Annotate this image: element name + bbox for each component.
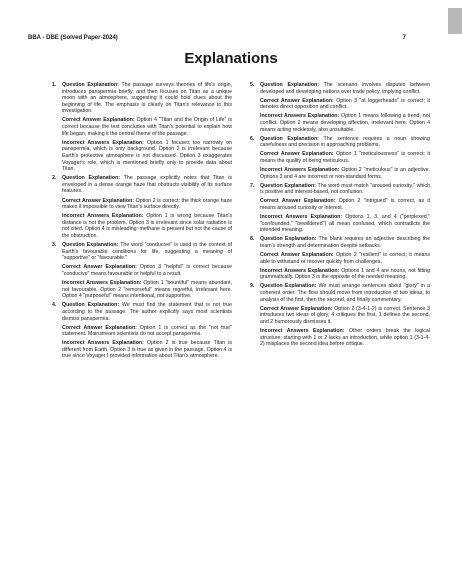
explanation-text: Option 3 "at loggerheads" is correct; it denotes direct opposition and conflict. (260, 97, 430, 111)
explanation-paragraph (260, 268, 430, 281)
left-column (52, 82, 232, 363)
explanation-label: Incorrect Answers Explanation: (62, 280, 142, 287)
explanation-label: Incorrect Answers Explanation: (62, 139, 144, 146)
item-number: 7. (250, 182, 255, 189)
explanation-text: We must arrange sentences about "glory" in a coherent order. The flow should move from introduction of two ideas, to analysis of the first, then the second, and finally commentary. (260, 283, 430, 303)
explanation-text: Option 1 "meticulousness" is correct; it means the quality of being meticulous. (260, 151, 430, 164)
explanation-paragraph (62, 302, 232, 322)
explanation-paragraph (62, 340, 232, 360)
explanation-item (52, 302, 232, 360)
explanation-paragraph (260, 198, 430, 211)
explanation-paragraph (260, 151, 430, 164)
explanation-label: Incorrect Answers Explanation: (260, 328, 345, 334)
explanation-label: Question Explanation: (62, 82, 119, 88)
explanation-paragraph (260, 252, 430, 265)
page-number: 7 (402, 35, 406, 41)
explanation-paragraph (260, 136, 430, 149)
explanation-label: Question Explanation: (260, 182, 316, 189)
explanation-label: Question Explanation: (62, 302, 120, 309)
explanation-paragraph (62, 213, 232, 239)
explanation-label: Correct Answer Explanation: (260, 198, 336, 205)
explanation-text: Option 4 "Titan and the Origin of Life" is correct because the text concludes with Titan's potential to explain how life began, making it the central theme of the passage. (62, 117, 232, 137)
explanation-paragraph (62, 242, 232, 262)
explanation-text: Option 1 "bountiful" means abundant, not favourable. Option 2 "remorseful" means regretful, irrelevant here. Option 4 "purposeful" means intentional, not supportive. (62, 280, 233, 300)
explanation-paragraph (260, 306, 430, 326)
explanation-item (52, 175, 232, 239)
explanation-paragraph (62, 325, 232, 338)
item-number: 2. (52, 175, 57, 182)
explanation-item (250, 236, 430, 281)
item-number: 5. (250, 82, 255, 88)
page-header (28, 35, 406, 41)
page-title: Explanations (184, 50, 278, 67)
explanation-item (52, 82, 232, 173)
item-number: 8. (250, 236, 255, 243)
explanation-text: The word "conducive" is used in the context of Earth's favourable conditions for life, suggesting a meaning of "supportive" or "favourable." (62, 242, 232, 262)
explanation-text: Option 1 means following a trend, not conflict. Option 2 means developing affection, irrelevant here. Option 4 means acting recklessly, also unsuitable. (260, 113, 430, 133)
explanation-text: Options 1, 3, and 4 ("perplexed," "confounded," "bewildered") all mean confused, which contradicts the intended meaning. (260, 214, 431, 234)
explanation-text: Option 3 "helpful" is correct because "conducive" means favourable or helpful to a result. (62, 264, 232, 277)
explanation-columns (52, 82, 430, 363)
explanation-text: The blank requires an adjective describing the team's strength and determination despite setbacks. (260, 236, 431, 249)
explanation-paragraph (260, 214, 430, 234)
explanation-item (250, 82, 430, 133)
explanation-label: Correct Answer Explanation: (62, 324, 137, 331)
explanation-text: Option 2 (3-4-1-2) is correct. Sentence 3 introduces two ideas of glory, 4 critiques the first, 1 defines the second, and 2 humorously dismisses it. (260, 305, 430, 325)
explanation-label: Correct Answer Explanation: (260, 151, 334, 158)
explanation-label: Correct Answer Explanation: (62, 197, 135, 204)
explanation-paragraph (62, 264, 232, 277)
explanation-paragraph (62, 280, 232, 300)
explanation-text: The passage explicitly notes that Titan is enveloped in a dense orange haze that obstructs visibility of its surface features. (62, 175, 232, 195)
page-tab-marker (448, 8, 462, 34)
explanation-label: Incorrect Answers Explanation: (260, 267, 340, 274)
explanation-label: Correct Answer Explanation: (260, 252, 334, 259)
header-source: BBA - DBE (Solved Paper-2024) (28, 35, 118, 41)
explanation-item (52, 242, 232, 300)
explanation-text: The sentence requires a noun showing carefulness and precision in approaching problems. (260, 135, 430, 149)
right-column (250, 82, 430, 363)
explanation-label: Question Explanation: (260, 236, 317, 243)
explanation-text: Other orders break the logical structure: starting with 1 or 2 lacks an introduction, while option 1 (3-1-4-2) misplaces the second idea before critique. (260, 328, 431, 348)
explanation-text: Option 2 is correct: the thick orange haze makes it impossible to view Titan's surface directly. (62, 197, 232, 211)
explanation-item (250, 183, 430, 234)
explanation-text: The word must match "aroused curiosity," which is positive and interest-based, not confusion. (260, 182, 430, 196)
explanation-text: The passage surveys theories of life's origin, introduces panspermia briefly, and then focuses on Titan as a unique moon with an atmosphere, suggesting it could hold clues about the beginning of life. The emphasis is clearly on Titan's relevance to this investigation. (62, 82, 232, 115)
explanation-label: Question Explanation: (62, 242, 119, 249)
explanation-paragraph (260, 98, 430, 111)
explanation-label: Question Explanation: (260, 82, 320, 88)
explanation-paragraph (260, 236, 430, 249)
explanation-label: Correct Answer Explanation: (62, 117, 135, 124)
explanation-paragraph (260, 82, 430, 95)
explanation-label: Incorrect Answers Explanation: (62, 213, 144, 220)
explanation-paragraph (260, 328, 430, 348)
explanation-label: Incorrect Answers Explanation: (62, 340, 144, 347)
explanation-label: Question Explanation: (260, 135, 319, 142)
explanation-label: Question Explanation: (260, 283, 317, 290)
explanation-text: Option 1 focuses too narrowly on panspermia, which is only background. Option 2 is irrelevant because Earth's protective atmosphere is not discussed. Option 3 exaggerates Voyager's role, which is mentioned briefly only to provide data about Titan. (62, 139, 233, 173)
explanation-label: Correct Answer Explanation: (260, 305, 333, 312)
explanation-item (250, 283, 430, 347)
explanation-paragraph (260, 183, 430, 196)
explanation-label: Incorrect Answers Explanation: (260, 167, 340, 174)
explanation-paragraph (260, 283, 430, 303)
explanation-paragraph (62, 117, 232, 137)
explanation-paragraph (62, 140, 232, 173)
explanation-label: Incorrect Answers Explanation: (260, 113, 340, 120)
explanation-item (250, 136, 430, 181)
explanation-text: Option 1 is wrong because Titan's distance is not the problem. Option 3 is irrelevant since solar radiation is not cited. Option 4 is misleading: methane is present but not the cause of the obstruction. (62, 213, 233, 239)
explanation-text: Option 2 "resilient" is correct; it means able to withstand or recover quickly from challenges. (260, 252, 430, 265)
explanation-paragraph (62, 82, 232, 115)
explanation-label: Incorrect Answers Explanation: (260, 214, 343, 221)
explanation-text: Options 1 and 4 are nouns, not fitting grammatically. Option 3 is the opposite of the needed meaning. (260, 267, 431, 281)
item-number: 1. (52, 82, 57, 88)
explanation-paragraph (260, 167, 430, 180)
explanation-label: Correct Answer Explanation: (260, 97, 334, 104)
explanation-text: Option 1 is correct as the "not true" statement. Mainstream scientists do not accept panspermia. (62, 324, 232, 338)
explanation-paragraph (62, 175, 232, 195)
item-number: 4. (52, 302, 57, 309)
item-number: 6. (250, 135, 255, 142)
explanation-text: Option 2 "meticulous" is an adjective. Options 3 and 4 are incorrect or non-standard forms. (260, 167, 431, 180)
explanation-label: Correct Answer Explanation: (62, 264, 137, 271)
explanation-text: We must find the statement that is not true according to the passage. The author explicitly says most scientists dismiss panspermia. (62, 302, 232, 322)
explanation-paragraph (62, 198, 232, 211)
explanation-text: Option 2 "intrigued" is correct, as it means aroused curiosity or interest. (260, 198, 430, 211)
item-number: 3. (52, 242, 57, 249)
explanation-text: Option 2 is true because Titan is different from Earth. Option 3 is true as given in the passage. Option 4 is true since Voyager I provided information about Titan's atmosphere. (62, 340, 232, 360)
explanation-label: Question Explanation: (62, 175, 121, 182)
explanation-paragraph (260, 113, 430, 133)
explanation-text: The scenario involves disputes between developed and developing nations over trade policy, implying conflict. (260, 82, 430, 95)
item-number: 9. (250, 283, 255, 290)
